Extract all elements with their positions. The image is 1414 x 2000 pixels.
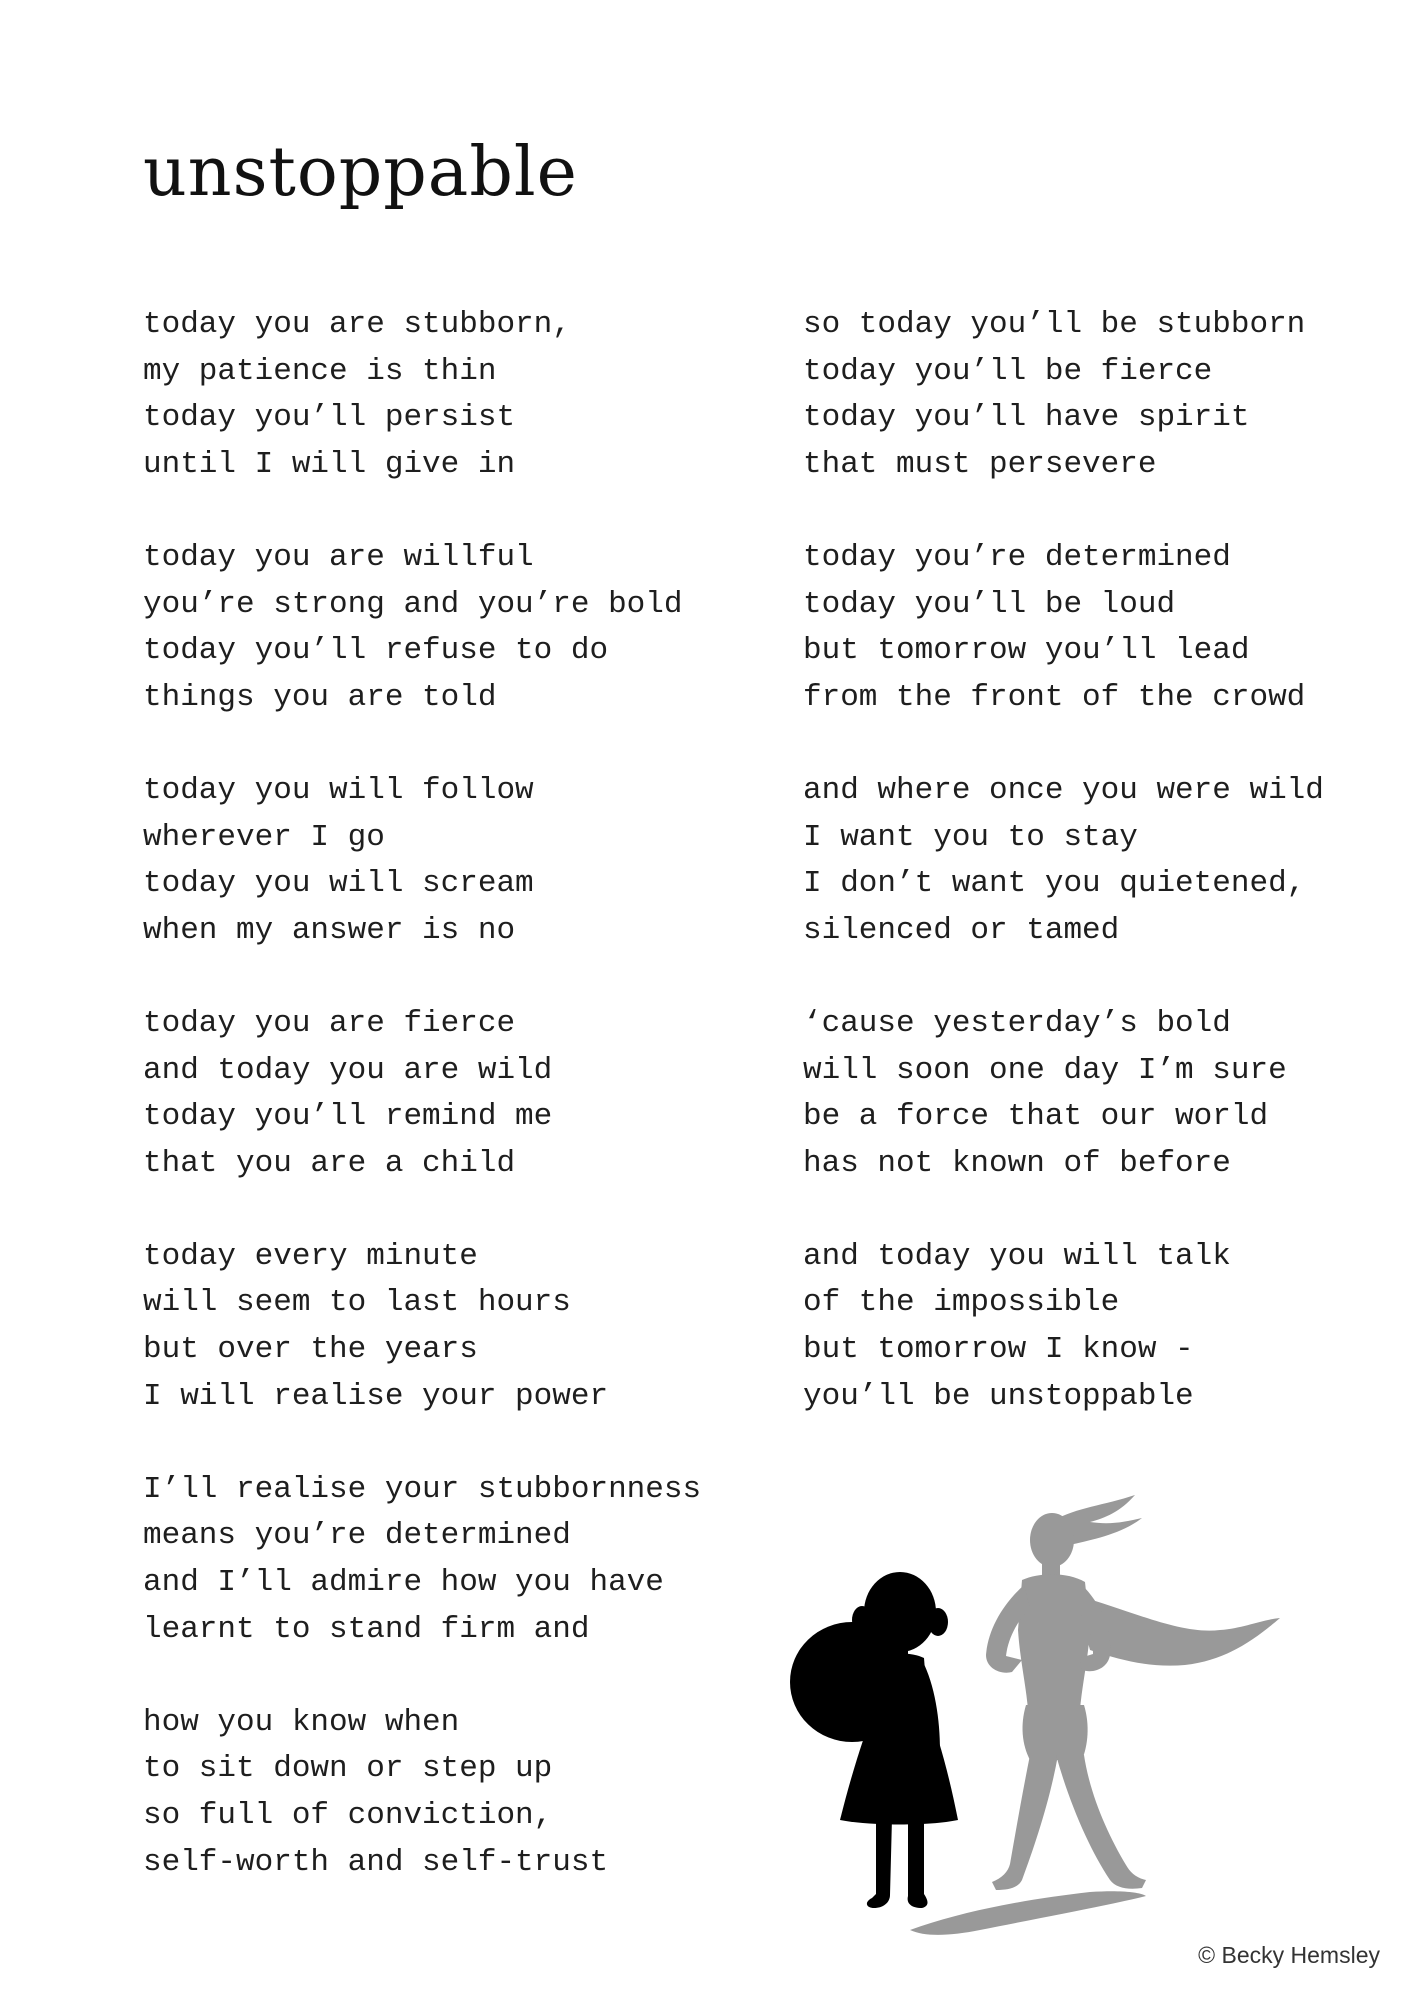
stanza bbox=[143, 302, 763, 488]
poem-line: that you are a child bbox=[143, 1145, 516, 1181]
stanza bbox=[143, 1001, 763, 1187]
poem-line: how you know when bbox=[143, 1704, 460, 1740]
poem-line: wherever I go bbox=[143, 819, 385, 855]
stanza bbox=[143, 1234, 763, 1420]
poem-right-column bbox=[803, 302, 1363, 1467]
copyright-notice: © Becky Hemsley bbox=[1198, 1942, 1380, 1968]
poem-line: learnt to stand firm and bbox=[143, 1611, 590, 1647]
poem-line: when my answer is no bbox=[143, 912, 516, 948]
poem-title: unstoppable bbox=[143, 133, 578, 212]
stanza bbox=[143, 768, 763, 954]
poem-line: I want you to stay bbox=[803, 819, 1138, 855]
stanza bbox=[143, 1467, 763, 1653]
poem-line: means you’re determined bbox=[143, 1518, 571, 1554]
poem-line: you’re strong and you’re bold bbox=[143, 586, 683, 622]
stanza bbox=[803, 535, 1363, 721]
poem-line: but over the years bbox=[143, 1332, 478, 1368]
stanza bbox=[143, 535, 763, 721]
poem-left-column bbox=[143, 302, 763, 1933]
stanza bbox=[803, 302, 1363, 488]
stanza bbox=[143, 1700, 763, 1886]
superhero-left-leg bbox=[992, 1755, 1058, 1890]
poem-line: I will realise your power bbox=[143, 1378, 609, 1414]
poem-line: today you’ll remind me bbox=[143, 1099, 553, 1135]
child-silhouette-figure bbox=[790, 1572, 958, 1908]
poem-line: I don’t want you quietened, bbox=[803, 866, 1306, 902]
poem-line: will soon one day I’m sure bbox=[803, 1052, 1287, 1088]
poem-line: today you’ll refuse to do bbox=[143, 633, 609, 669]
poem-line: ‘cause yesterday’s bold bbox=[803, 1005, 1231, 1041]
poem-line: but tomorrow I know - bbox=[803, 1332, 1194, 1368]
poem-line: from the front of the crowd bbox=[803, 679, 1306, 715]
poem-line: I’ll realise your stubbornness bbox=[143, 1471, 702, 1507]
ground-shadow bbox=[910, 1891, 1146, 1935]
poem-line: so full of conviction, bbox=[143, 1798, 553, 1833]
poem-line: today you are stubborn, bbox=[143, 307, 571, 342]
poem-line: of the impossible bbox=[803, 1285, 1120, 1321]
poem-line: has not known of before bbox=[803, 1145, 1231, 1181]
poem-line: silenced or tamed bbox=[803, 912, 1120, 948]
poem-line: today you’ll have spirit bbox=[803, 400, 1250, 436]
child-left-leg bbox=[867, 1818, 892, 1908]
poem-line: so today you’ll be stubborn bbox=[803, 307, 1306, 342]
poem-line: today you are fierce bbox=[143, 1005, 516, 1041]
poem-line: to sit down or step up bbox=[143, 1751, 553, 1787]
poem-line: today you’ll be fierce bbox=[803, 353, 1213, 389]
poem-line: you’ll be unstoppable bbox=[803, 1378, 1194, 1414]
stanza bbox=[803, 1001, 1363, 1187]
poem-line: but tomorrow you’ll lead bbox=[803, 633, 1250, 669]
stanza bbox=[803, 768, 1363, 954]
stanza bbox=[803, 1234, 1363, 1420]
poem-line: until I will give in bbox=[143, 446, 516, 482]
poem-line: today you will follow bbox=[143, 772, 534, 808]
poem-line: be a force that our world bbox=[803, 1099, 1269, 1135]
poem-line: today you’ll persist bbox=[143, 400, 516, 436]
child-right-leg bbox=[908, 1818, 928, 1908]
superhero-right-leg bbox=[1056, 1755, 1146, 1889]
poem-line: my patience is thin bbox=[143, 353, 497, 389]
child-head bbox=[864, 1572, 936, 1652]
poem-line: that must persevere bbox=[803, 446, 1157, 482]
poem-line: today you will scream bbox=[143, 866, 534, 902]
poem-line: today you’re determined bbox=[803, 539, 1231, 575]
poem-line: today every minute bbox=[143, 1238, 478, 1274]
poem-line: self-worth and self-trust bbox=[143, 1844, 609, 1880]
poem-line: today you are willful bbox=[143, 539, 534, 575]
poem-line: and where once you were wild bbox=[803, 772, 1324, 808]
poem-line: will seem to last hours bbox=[143, 1285, 571, 1321]
poem-line: today you’ll be loud bbox=[803, 586, 1176, 622]
poem-line: and today you are wild bbox=[143, 1052, 553, 1088]
superhero-head bbox=[1030, 1513, 1074, 1567]
poem-line: things you are told bbox=[143, 679, 497, 715]
superhero-shadow-figure bbox=[910, 1495, 1280, 1935]
child-superhero-shadow-illustration bbox=[790, 1460, 1350, 1940]
poem-line: and today you will talk bbox=[803, 1238, 1231, 1274]
poem-line: and I’ll admire how you have bbox=[143, 1565, 664, 1601]
